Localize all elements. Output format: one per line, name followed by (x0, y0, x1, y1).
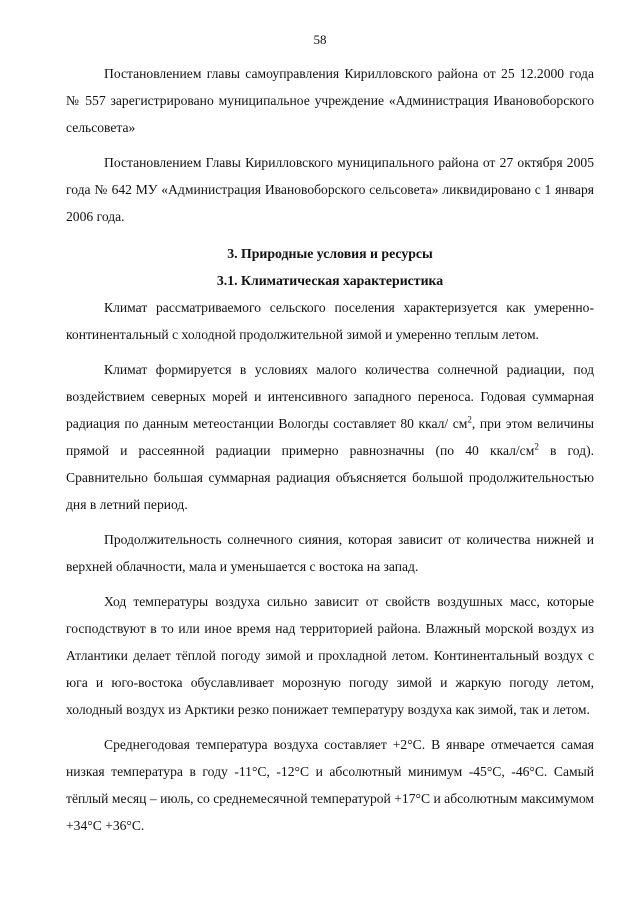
climate-paragraph-4: Ход температуры воздуха сильно зависит от свойств воздушных масс, которые господствуют в то или иное время над территорией района. Влажный морской воздух из Атлантики делает тёплой погоду зимой и прохладной летом. Континентальный воздух с юга и юго-востока обуславливает морозную погоду зимой и жаркую погоду летом, холодный воздух из Арктики резко понижает температуру воздуха как зимой, так и летом. (66, 594, 594, 717)
climate-paragraph-1: Климат рассматриваемого сельского поселения характеризуется как умеренно-континентальный с холодной продолжительной зимой и умеренно теплым летом. (66, 300, 594, 342)
climate-paragraph-2 (66, 356, 594, 518)
superscript-2: 2 (534, 441, 539, 452)
climate-paragraph-2-text-b: , при этом величины прямой и рассеянной радиации примерно равнозначны (по 40 ккал/см (66, 416, 594, 458)
section-heading: 3. Природные условия и ресурсы (227, 246, 433, 261)
page-number: 58 (313, 32, 327, 47)
climate-paragraph-2-text-c: в год). Сравнительно большая суммарная радиация объясняется большой продолжительностью дня в летний период. (66, 443, 595, 512)
climate-paragraph-2-text-a: Климат формируется в условиях малого количества солнечной радиации, под воздействием северных морей и интенсивного западного переноса. Годовая суммарная радиация по данным метеостанции Вологды составляет 80 ккал/ см (66, 362, 594, 431)
climate-paragraph-5: Среднегодовая температура воздуха составляет +2°С. В январе отмечается самая низкая температура в году -11°С, -12°С и абсолютный минимум -45°С, -46°С. Самый тёплый месяц – июль, со среднемесячной температурой +17°С и абсолютным максимумом +34°С +36°С. (66, 737, 594, 833)
intro-paragraph-2: Постановлением Главы Кирилловского муниципального района от 27 октября 2005 года № 642 МУ «Администрация Ивановоборского сельсовета» ликвидировано с 1 января 2006 года. (66, 155, 594, 224)
intro-paragraph-1: Постановлением главы самоуправления Кирилловского района от 25 12.2000 года № 557 зарегистрировано муниципальное учреждение «Администрация Ивановоборского сельсовета» (66, 66, 594, 135)
superscript-2: 2 (467, 414, 472, 425)
subsection-heading: 3.1. Климатическая характеристика (216, 273, 444, 288)
document-body (66, 60, 594, 839)
climate-paragraph-3: Продолжительность солнечного сияния, которая зависит от количества нижней и верхней облачности, мала и уменьшается с востока на запад. (66, 532, 594, 574)
